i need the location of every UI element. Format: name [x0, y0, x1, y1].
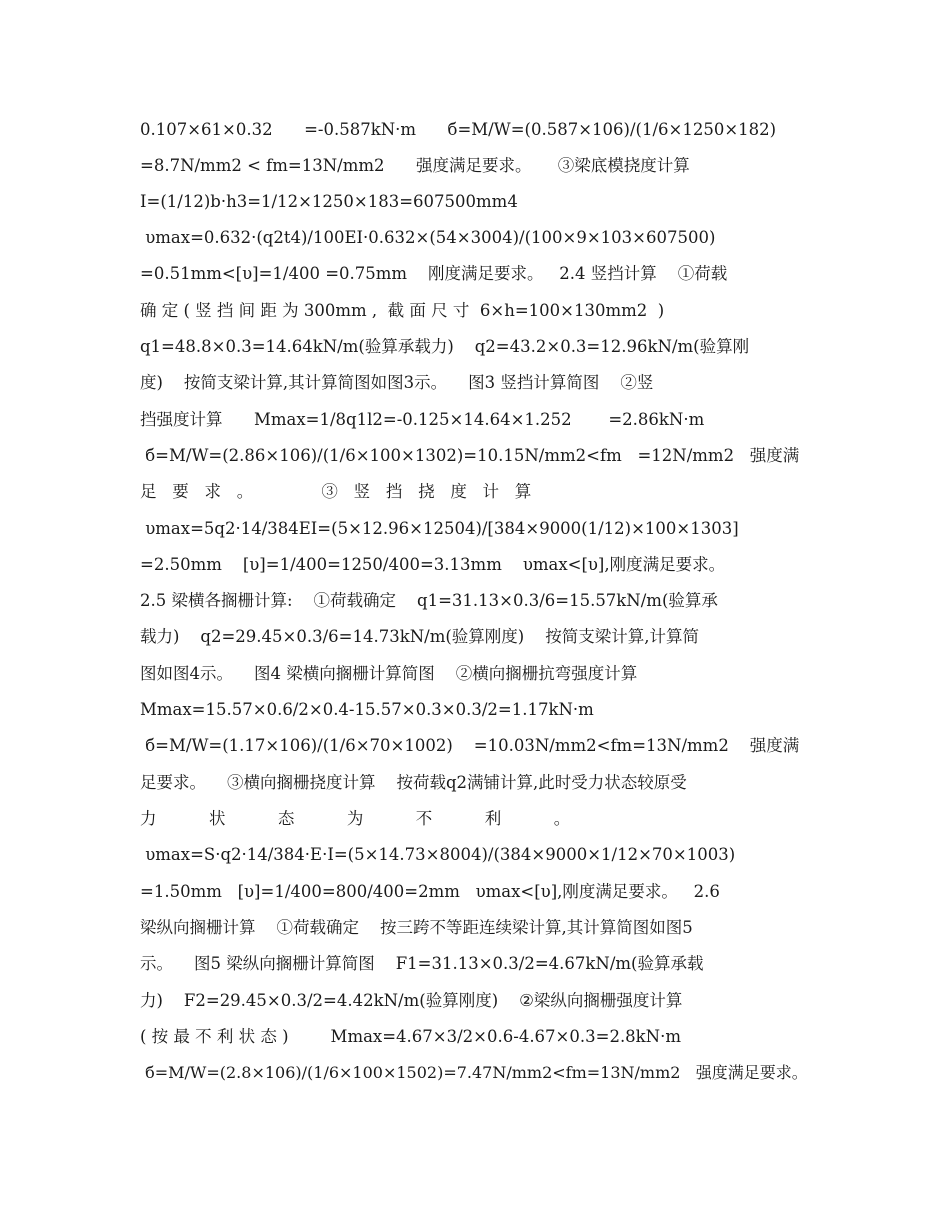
text-line: б=M/W=(1.17×106)/(1/6×70×1002) =10.03N/mm2<fm=13N/mm2 强度满	[140, 736, 800, 755]
text-line: б=M/W=(2.8×106)/(1/6×100×1502)=7.47N/mm2<fm=13N/mm2 强度满足要求。	[140, 1063, 808, 1082]
text-line: υmax=5q2·14/384EI=(5×12.96×12504)/[384×9000(1/12)×100×1303]	[140, 519, 739, 538]
text-line: =0.51mm<[υ]=1/400 =0.75mm 刚度满足要求。 2.4 竖挡计算 ①荷载	[140, 264, 728, 283]
text-line: =2.50mm [υ]=1/400=1250/400=3.13mm υmax<[υ],刚度满足要求。	[140, 555, 726, 574]
text-line: 度) 按简支梁计算,其计算简图如图3示。 图3 竖挡计算简图 ②竖	[140, 373, 654, 392]
text-line: =1.50mm [υ]=1/400=800/400=2mm υmax<[υ],刚度满足要求。 2.6	[140, 882, 720, 901]
text-line: 挡强度计算 Mmax=1/8q1l2=-0.125×14.64×1.252 =2.86kN·m	[140, 410, 705, 429]
text-line: Mmax=15.57×0.6/2×0.4-15.57×0.3×0.3/2=1.17kN·m	[140, 700, 594, 719]
text-line: 0.107×61×0.32 =-0.587kN·m б=M/W=(0.587×106)/(1/6×1250×182)	[140, 120, 777, 139]
text-line: 确 定 ( 竖 挡 间 距 为 300mm , 截 面 尺 寸 6×h=100×130mm2 )	[140, 301, 665, 320]
text-line: 2.5 梁横各搁栅计算: ①荷载确定 q1=31.13×0.3/6=15.57kN/m(验算承	[140, 591, 718, 610]
text-line: 力 状 态 为 不 利 。	[140, 809, 571, 828]
text-line: 梁纵向搁栅计算 ①荷载确定 按三跨不等距连续梁计算,其计算简图如图5	[140, 918, 693, 937]
text-line: 示。 图5 梁纵向搁栅计算简图 F1=31.13×0.3/2=4.67kN/m(验算承载	[140, 954, 704, 973]
text-line: 足要求。 ③横向搁栅挠度计算 按荷载q2满铺计算,此时受力状态较原受	[140, 773, 687, 792]
text-line: =8.7N/mm2 < fm=13N/mm2 强度满足要求。 ③梁底模挠度计算	[140, 156, 690, 175]
text-line: ( 按 最 不 利 状 态 ) Mmax=4.67×3/2×0.6-4.67×0.3=2.8kN·m	[140, 1027, 682, 1046]
text-line: υmax=S·q2·14/384·E·I=(5×14.73×8004)/(384×9000×1/12×70×1003)	[140, 845, 736, 864]
text-line: 足 要 求 。 ③ 竖 挡 挠 度 计 算	[140, 482, 532, 501]
text-line: I=(1/12)b·h3=1/12×1250×183=607500mm4	[140, 192, 518, 211]
text-line: б=M/W=(2.86×106)/(1/6×100×1302)=10.15N/mm2<fm =12N/mm2 强度满	[140, 446, 800, 465]
text-line: 力) F2=29.45×0.3/2=4.42kN/m(验算刚度) ②梁纵向搁栅强度计算	[140, 991, 683, 1010]
text-line: υmax=0.632·(q2t4)/100EI·0.632×(54×3004)/(100×9×103×607500)	[140, 228, 716, 247]
text-line: q1=48.8×0.3=14.64kN/m(验算承载力) q2=43.2×0.3=12.96kN/m(验算刚	[140, 337, 750, 356]
text-line: 载力) q2=29.45×0.3/6=14.73kN/m(验算刚度) 按简支梁计算,计算简	[140, 627, 699, 646]
text-line: 图如图4示。 图4 梁横向搁栅计算简图 ②横向搁栅抗弯强度计算	[140, 664, 638, 683]
